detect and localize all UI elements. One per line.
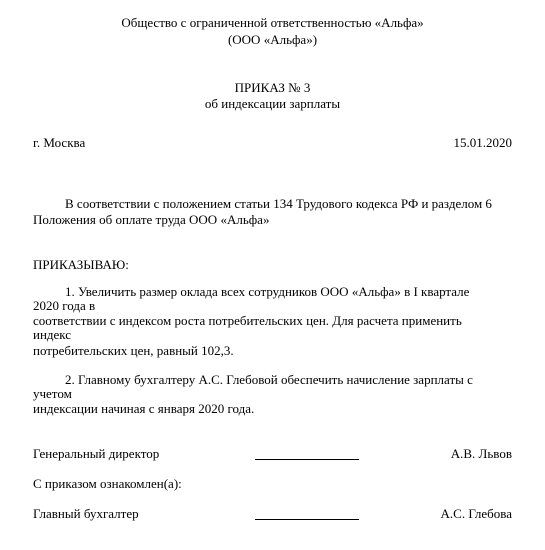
accountant-title: Главный бухгалтер bbox=[33, 506, 139, 521]
order-date: 15.01.2020 bbox=[453, 135, 512, 150]
accountant-signature-line bbox=[255, 519, 359, 520]
item-2-line-2: учетом bbox=[33, 386, 72, 401]
director-title: Генеральный директор bbox=[33, 446, 160, 461]
order-subject: об индексации зарплаты bbox=[204, 96, 341, 111]
accountant-name: А.С. Глебова bbox=[440, 506, 512, 521]
organization-full-name: Общество с ограниченной ответственностью «Альфа» bbox=[121, 15, 424, 30]
director-signature-line bbox=[255, 459, 359, 460]
preamble-line-1: В соответствии с положением статьи 134 Трудового кодекса РФ и разделом 6 bbox=[65, 196, 492, 211]
item-2-line-3: индексации начиная с января 2020 года. bbox=[33, 401, 255, 416]
item-1-line-2: 2020 года в bbox=[33, 298, 96, 313]
order-city: г. Москва bbox=[33, 135, 86, 150]
item-1-line-5: потребительских цен, равный 102,3. bbox=[33, 343, 234, 358]
order-title: ПРИКАЗ № 3 bbox=[234, 80, 311, 95]
directive-heading: ПРИКАЗЫВАЮ: bbox=[33, 257, 129, 272]
item-2-line-1: 2. Главному бухгалтеру А.С. Глебовой обеспечить начисление зарплаты с bbox=[65, 372, 473, 387]
item-1-line-1: 1. Увеличить размер оклада всех сотрудников ООО «Альфа» в I квартале bbox=[65, 284, 470, 299]
director-name: А.В. Львов bbox=[450, 446, 512, 461]
item-1-line-3: соответствии с индексом роста потребительских цен. Для расчета применить bbox=[33, 313, 462, 328]
preamble-line-2: Положения об оплате труда ООО «Альфа» bbox=[33, 212, 270, 227]
organization-short-name: (ООО «Альфа») bbox=[227, 32, 318, 47]
acquainted-label: С приказом ознакомлен(а): bbox=[33, 476, 182, 491]
item-1-line-4: индекс bbox=[33, 327, 72, 342]
